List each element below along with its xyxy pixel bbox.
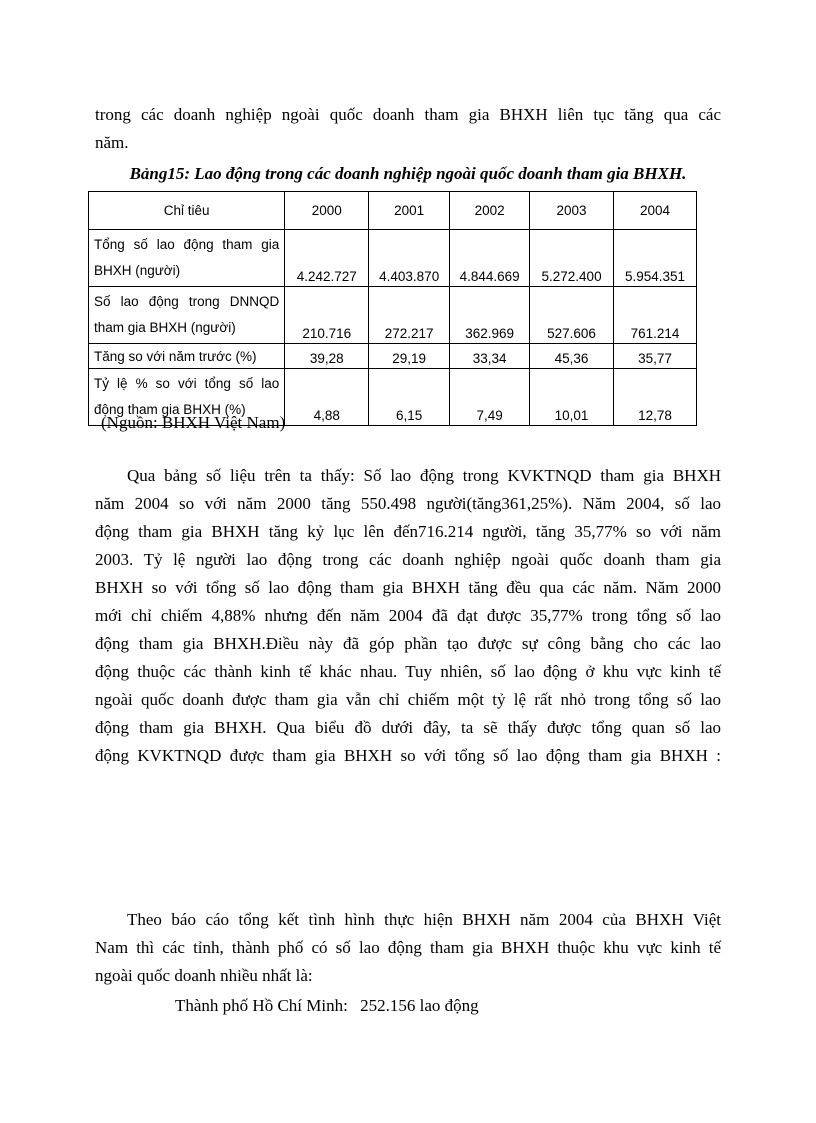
- intro-paragraph: [95, 101, 721, 157]
- paragraph-line: năm 2004 so với năm 2000 tăng 550.498 người(tăng361,25%). Năm 2004, số lao: [95, 494, 721, 513]
- column-header: 2001: [369, 192, 450, 230]
- city-value: 252.156 lao động: [360, 996, 479, 1015]
- table-cell: 10,01: [530, 369, 614, 426]
- table-header-row: [89, 192, 697, 230]
- table-cell: 5.954.351: [614, 230, 697, 287]
- table-cell: 761.214: [614, 287, 697, 344]
- table-caption: Bảng15: Lao động trong các doanh nghiệp ngoài quốc doanh tham gia BHXH.: [129, 164, 687, 183]
- intro-line: trong các doanh nghiệp ngoài quốc doanh tham gia BHXH liên tục tăng qua các: [95, 105, 721, 124]
- paragraph-line: ngoài quốc doanh nhiều nhất là:: [95, 966, 313, 985]
- paragraph-line: Nam thì các tỉnh, thành phố có số lao động tham gia BHXH thuộc khu vực kinh tế: [95, 938, 721, 957]
- column-header: 2004: [614, 192, 697, 230]
- paragraph-line: động thuộc các thành kinh tế khác nhau. Tuy nhiên, số lao động ở khu vực kinh tế: [95, 662, 721, 681]
- table-cell: 362.969: [450, 287, 530, 344]
- column-header: 2003: [530, 192, 614, 230]
- table-cell: 39,28: [285, 344, 369, 369]
- table-cell: 33,34: [450, 344, 530, 369]
- paragraph-line: động KVKTNQD được tham gia BHXH so với tổng số lao động tham gia BHXH :: [95, 746, 721, 765]
- table-cell: 6,15: [369, 369, 450, 426]
- table-cell: 210.716: [285, 287, 369, 344]
- table-cell: 5.272.400: [530, 230, 614, 287]
- column-header: 2002: [450, 192, 530, 230]
- table-cell: 4.403.870: [369, 230, 450, 287]
- table-cell: 7,49: [450, 369, 530, 426]
- paragraph-line: 2003. Tỷ lệ người lao động trong các doanh nghiệp ngoài quốc doanh tham gia: [95, 550, 721, 569]
- table-cell: 272.217: [369, 287, 450, 344]
- table-cell: 35,77: [614, 344, 697, 369]
- table-cell: 4,88: [285, 369, 369, 426]
- paragraph-line: Theo báo cáo tổng kết tình hình thực hiện BHXH năm 2004 của BHXH Việt: [127, 910, 721, 929]
- city-entry: [175, 996, 487, 1016]
- table-cell: 12,78: [614, 369, 697, 426]
- paragraph-line: động tham gia BHXH tăng kỷ lục lên đến716.214 người, tăng 35,77% so với năm: [95, 522, 721, 541]
- column-header: 2000: [285, 192, 369, 230]
- table-row: [89, 287, 697, 344]
- table-cell: 4.242.727: [285, 230, 369, 287]
- table-cell: 527.606: [530, 287, 614, 344]
- intro-line: năm.: [95, 133, 129, 152]
- paragraph-line: BHXH so với tổng số lao động tham gia BHXH tăng đều qua các năm. Năm 2000: [95, 578, 721, 597]
- table-row: [89, 344, 697, 369]
- city-name: Thành phố Hồ Chí Minh:: [175, 996, 348, 1015]
- paragraph-line: động tham gia BHXH.Điều này đã góp phần tạo được sự công bằng cho các lao: [95, 634, 721, 653]
- paragraph-line: động tham gia BHXH. Qua biểu đồ dưới đây, ta sẽ thấy được tổng quan số lao: [95, 718, 721, 737]
- paragraph-line: mới chỉ chiếm 4,88% nhưng đến năm 2004 đã đạt được 35,77% trong tổng số lao: [95, 606, 721, 625]
- row-label: Tăng so với năm trước (%): [89, 344, 285, 369]
- row-label: Tổng số lao động tham gia BHXH (người): [89, 230, 285, 287]
- row-label: Tỷ lệ % so với tổng số lao động tham gia BHXH (%): [89, 369, 285, 426]
- paragraph-line: Qua bảng số liệu trên ta thấy: Số lao động trong KVKTNQD tham gia BHXH: [127, 466, 721, 485]
- analysis-paragraph: [95, 462, 721, 770]
- table-cell: 29,19: [369, 344, 450, 369]
- row-label: Số lao động trong DNNQD tham gia BHXH (người): [89, 287, 285, 344]
- table-cell: 45,36: [530, 344, 614, 369]
- paragraph-line: ngoài quốc doanh được tham gia vẫn chỉ chiếm một tỷ lệ rất nhỏ trong tổng số lao: [95, 690, 721, 709]
- table-source: (Nguồn: BHXH Việt Nam): [101, 413, 286, 432]
- table-cell: 4.844.669: [450, 230, 530, 287]
- labor-table: [88, 191, 697, 426]
- report-paragraph: [95, 906, 721, 990]
- table-row: [89, 230, 697, 287]
- column-header: Chỉ tiêu: [89, 192, 285, 230]
